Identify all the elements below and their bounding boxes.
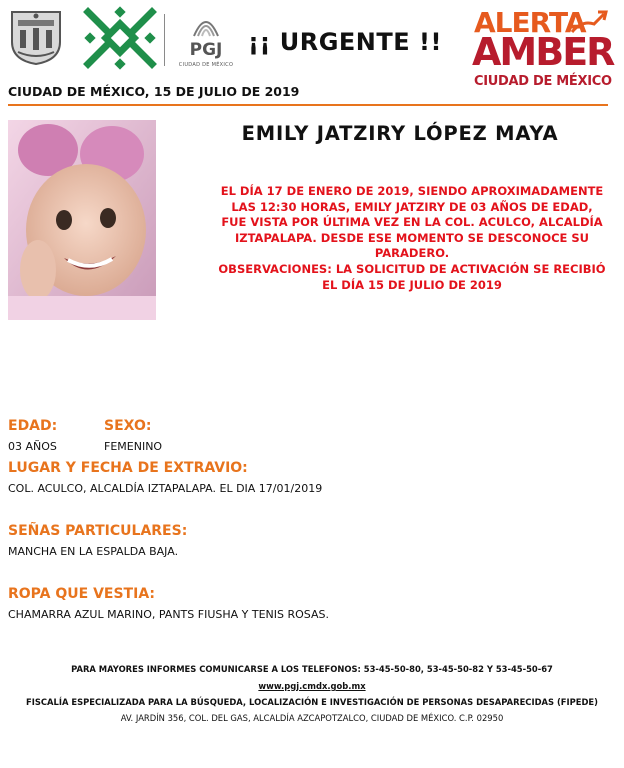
footer-agency: FISCALÍA ESPECIALIZADA PARA LA BÚSQUEDA, LOCALIZACIÓN E INVESTIGACIÓN DE PERSONAS DESAPARECIDAS (FIPEDE) <box>26 697 598 707</box>
pgj-logo-text: PGJ <box>189 40 223 60</box>
missing-child-photo <box>8 120 156 320</box>
footer-address: AV. JARDÍN 356, COL. DEL GAS, ALCALDÍA AZCAPOTZALCO, CIUDAD DE MÉXICO. C.P. 02950 <box>120 713 504 723</box>
clothes-value: CHAMARRA AZUL MARINO, PANTS FIUSHA Y TENIS ROSAS. <box>8 608 329 621</box>
urgent-heading: ¡¡ URGENTE !! <box>248 28 442 56</box>
alerta-amber-logo <box>468 6 612 94</box>
missing-person-name: EMILY JATZIRY LÓPEZ MAYA <box>241 122 559 145</box>
sex-value: FEMENINO <box>104 440 163 453</box>
pgj-logo <box>176 12 236 72</box>
cdmx-logo <box>82 6 158 70</box>
header-rule <box>8 104 608 106</box>
footer-website-wrap <box>0 681 624 691</box>
sex-label: SEXO: <box>104 418 152 434</box>
amber-logo-line3: CIUDAD DE MÉXICO <box>474 74 612 89</box>
coat-of-arms-logo <box>8 8 64 66</box>
pgj-logo-subtext: CIUDAD DE MÉXICO <box>178 62 234 68</box>
place-value: COL. ACULCO, ALCALDÍA IZTAPALAPA. EL DIA 17/01/2019 <box>8 482 323 495</box>
footer-phones: PARA MAYORES INFORMES COMUNICARSE A LOS TELEFONOS: 53-45-50-80, 53-45-50-82 Y 53-45-50-67 <box>71 664 553 674</box>
date-line: CIUDAD DE MÉXICO, 15 DE JULIO DE 2019 <box>8 84 300 99</box>
header-divider <box>164 14 165 66</box>
marks-value: MANCHA EN LA ESPALDA BAJA. <box>8 545 179 558</box>
case-description: EL DÍA 17 DE ENERO DE 2019, SIENDO APROXIMADAMENTE LAS 12:30 HORAS, EMILY JATZIRY DE 03 AÑOS DE EDAD, FUE VISTA POR ÚLTIMA VEZ EN LA COL. ACULCO, ALCALDÍA IZTAPALAPA. DESDE ESE MOMENTO SE DESCONOCE SU PARADERO. OBSERVACIONES: LA SOLICITUD DE ACTIVACIÓN SE RECIBIÓ EL DÍA 15 DE JULIO DE 2019 <box>218 184 606 292</box>
age-value: 03 AÑOS <box>8 440 57 453</box>
age-label: EDAD: <box>8 418 58 434</box>
amber-logo-line1: ALERTA <box>474 6 586 39</box>
footer-website-link[interactable]: www.pgj.cmdx.gob.mx <box>258 681 366 691</box>
marks-label: SEÑAS PARTICULARES: <box>8 523 188 539</box>
place-label: LUGAR Y FECHA DE EXTRAVIO: <box>8 460 248 476</box>
amber-logo-line2: AMBER <box>472 30 614 74</box>
clothes-label: ROPA QUE VESTIA: <box>8 586 156 602</box>
